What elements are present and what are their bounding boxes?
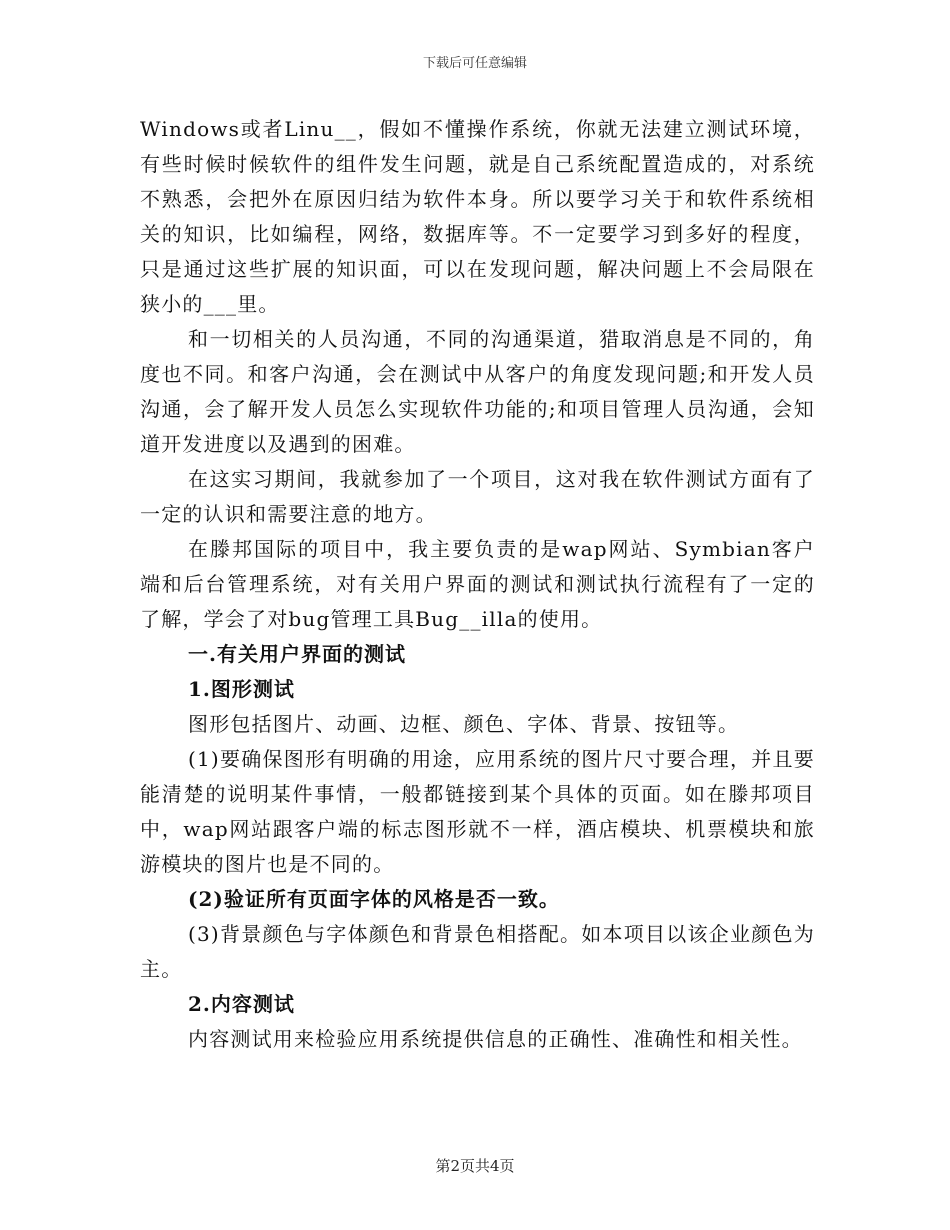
- document-body: [140, 112, 815, 1057]
- paragraph-graphics-purpose: (1)要确保图形有明确的用途，应用系统的图片尺寸要合理，并且要能清楚的说明某件事情，一般都链接到某个具体的页面。如在滕邦项目中，wap网站跟客户端的标志图形就不一样，酒店模块、机票模块和旅游模块的图片也是不同的。: [140, 747, 815, 876]
- page-header: 下载后可任意编辑: [422, 56, 527, 71]
- paragraph-internship: 在这实习期间，我就参加了一个项目，这对我在软件测试方面有了一定的认识和需要注意的地方。: [140, 467, 815, 526]
- paragraph-content-testing: 内容测试用来检验应用系统提供信息的正确性、准确性和相关性。: [188, 1027, 803, 1051]
- subsection-heading-content: 2.内容测试: [188, 992, 295, 1016]
- paragraph-background-color: (3)背景颜色与字体颜色和背景色相搭配。如本项目以该企业颜色为主。: [140, 922, 815, 981]
- page-footer: 第2页共4页: [435, 1157, 515, 1175]
- section-heading-ui-testing: 一.有关用户界面的测试: [188, 642, 406, 666]
- paragraph-os-knowledge: Windows或者Linu__，假如不懂操作系统，你就无法建立测试环境，有些时候时候软件的组件发生问题，就是自己系统配置造成的，对系统不熟悉，会把外在原因归结为软件本身。所以要学习关于和软件系统相关的知识，比如编程，网络，数据库等。不一定要学习到多好的程度，只是通过这些扩展的知识面，可以在发现问题，解决问题上不会局限在狭小的___里。: [140, 117, 815, 316]
- paragraph-communication: 和一切相关的人员沟通，不同的沟通渠道，猎取消息是不同的，角度也不同。和客户沟通，会在测试中从客户的角度发现问题;和开发人员沟通，会了解开发人员怎么实现软件功能的;和项目管理人员沟通，会知道开发进度以及遇到的困难。: [140, 327, 815, 456]
- subsection-heading-graphics: 1.图形测试: [188, 677, 295, 701]
- paragraph-graphics-scope: 图形包括图片、动画、边框、颜色、字体、背景、按钮等。: [188, 712, 740, 736]
- heading-font-consistency: (2)验证所有页面字体的风格是否一致。: [188, 887, 560, 911]
- paragraph-project: 在滕邦国际的项目中，我主要负责的是wap网站、Symbian客户端和后台管理系统，对有关用户界面的测试和测试执行流程有了一定的了解，学会了对bug管理工具Bug__illa的使用。: [140, 537, 815, 631]
